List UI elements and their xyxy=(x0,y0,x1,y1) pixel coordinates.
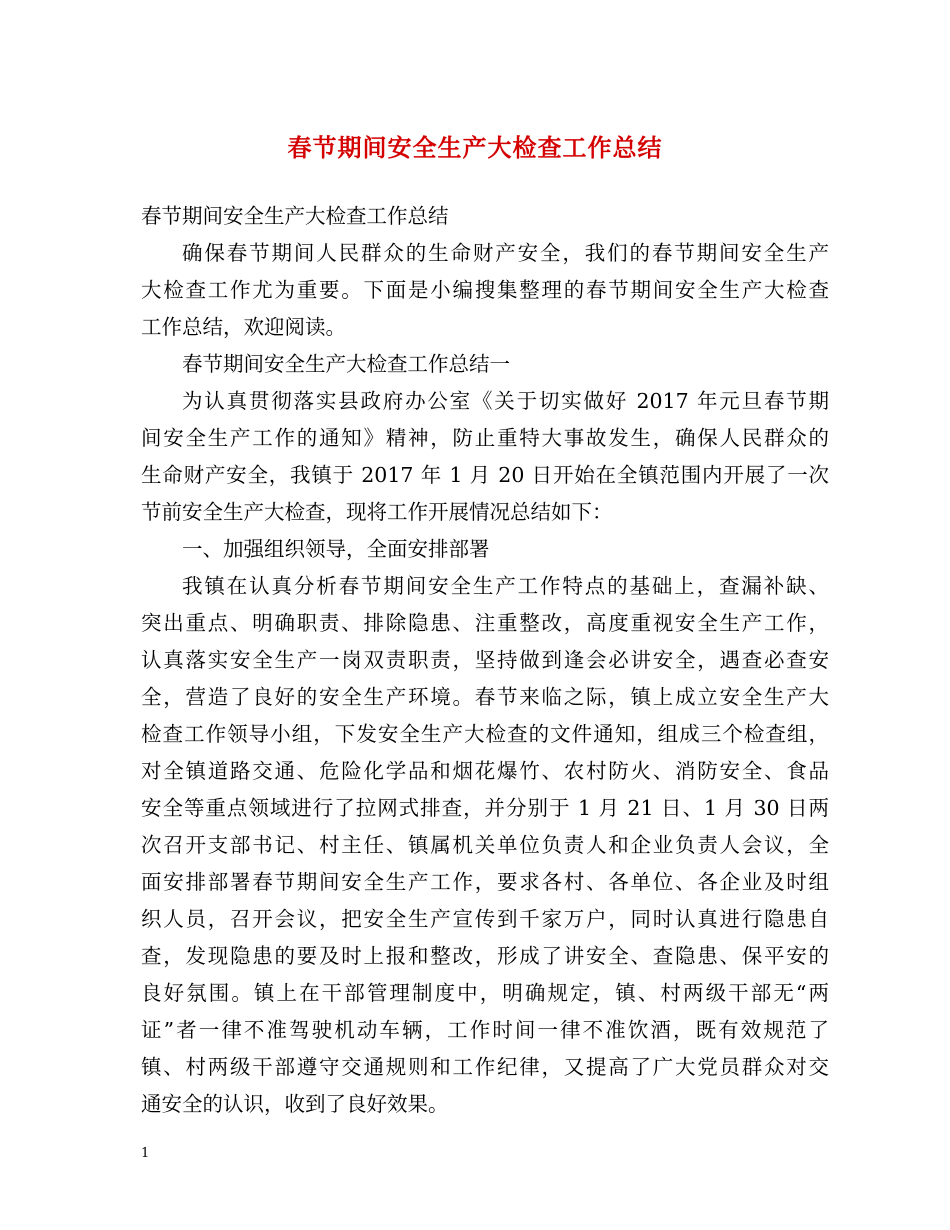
document-title: 春节期间安全生产大检查工作总结 xyxy=(287,133,663,162)
section-heading: 春节期间安全生产大检查工作总结一 xyxy=(182,352,510,376)
body-heading: 春节期间安全生产大检查工作总结 xyxy=(141,204,449,228)
paragraph-line: 全，营造了良好的安全生产环境。春节来临之际，镇上成立安全生产大 xyxy=(141,685,829,709)
paragraph-line: 生命财产安全，我镇于 2017 年 1 月 20 日开始在全镇范围内开展了一次 xyxy=(141,463,829,487)
section-heading: 一、加强组织领导，全面安排部署 xyxy=(182,537,490,561)
paragraph-line: 镇、村两级干部遵守交通规则和工作纪律，又提高了广大党员群众对交 xyxy=(141,1055,829,1079)
page-number: 1 xyxy=(141,1146,150,1161)
paragraph-line: 大检查工作尤为重要。下面是小编搜集整理的春节期间安全生产大检查 xyxy=(141,278,829,302)
paragraph-line: 间安全生产工作的通知》精神，防止重特大事故发生，确保人民群众的 xyxy=(141,426,829,450)
paragraph-line: 检查工作领导小组，下发安全生产大检查的文件通知，组成三个检查组， xyxy=(141,722,829,746)
paragraph-line: 织人员，召开会议，把安全生产宣传到千家万户，同时认真进行隐患自 xyxy=(141,907,829,931)
paragraph-line: 查，发现隐患的要及时上报和整改，形成了讲安全、查隐患、保平安的 xyxy=(141,944,829,968)
paragraph-line: 证”者一律不准驾驶机动车辆，工作时间一律不准饮酒，既有效规范了 xyxy=(141,1018,829,1042)
document-body xyxy=(141,198,829,1123)
paragraph-line: 安全等重点领域进行了拉网式排查，并分别于 1 月 21 日、1 月 30 日两 xyxy=(141,796,829,820)
paragraph-line: 突出重点、明确职责、排除隐患、注重整改，高度重视安全生产工作， xyxy=(141,611,829,635)
paragraph-line: 认真落实安全生产一岗双责职责，坚持做到逢会必讲安全，遇查必查安 xyxy=(141,648,829,672)
paragraph-line: 为认真贯彻落实县政府办公室《关于切实做好 2017 年元旦春节期 xyxy=(182,389,829,413)
paragraph-line: 确保春节期间人民群众的生命财产安全，我们的春节期间安全生产 xyxy=(182,241,829,265)
paragraph-line: 通安全的认识，收到了良好效果。 xyxy=(141,1092,449,1116)
paragraph-line: 面安排部署春节期间安全生产工作，要求各村、各单位、各企业及时组 xyxy=(141,870,829,894)
paragraph-line: 工作总结，欢迎阅读。 xyxy=(141,315,346,339)
paragraph-line: 良好氛围。镇上在干部管理制度中，明确规定，镇、村两级干部无“两 xyxy=(141,981,829,1005)
paragraph-line: 我镇在认真分析春节期间安全生产工作特点的基础上，查漏补缺、 xyxy=(182,574,829,598)
paragraph-line: 节前安全生产大检查，现将工作开展情况总结如下： xyxy=(141,500,613,524)
paragraph-line: 次召开支部书记、村主任、镇属机关单位负责人和企业负责人会议，全 xyxy=(141,833,829,857)
paragraph-line: 对全镇道路交通、危险化学品和烟花爆竹、农村防火、消防安全、食品 xyxy=(141,759,829,783)
